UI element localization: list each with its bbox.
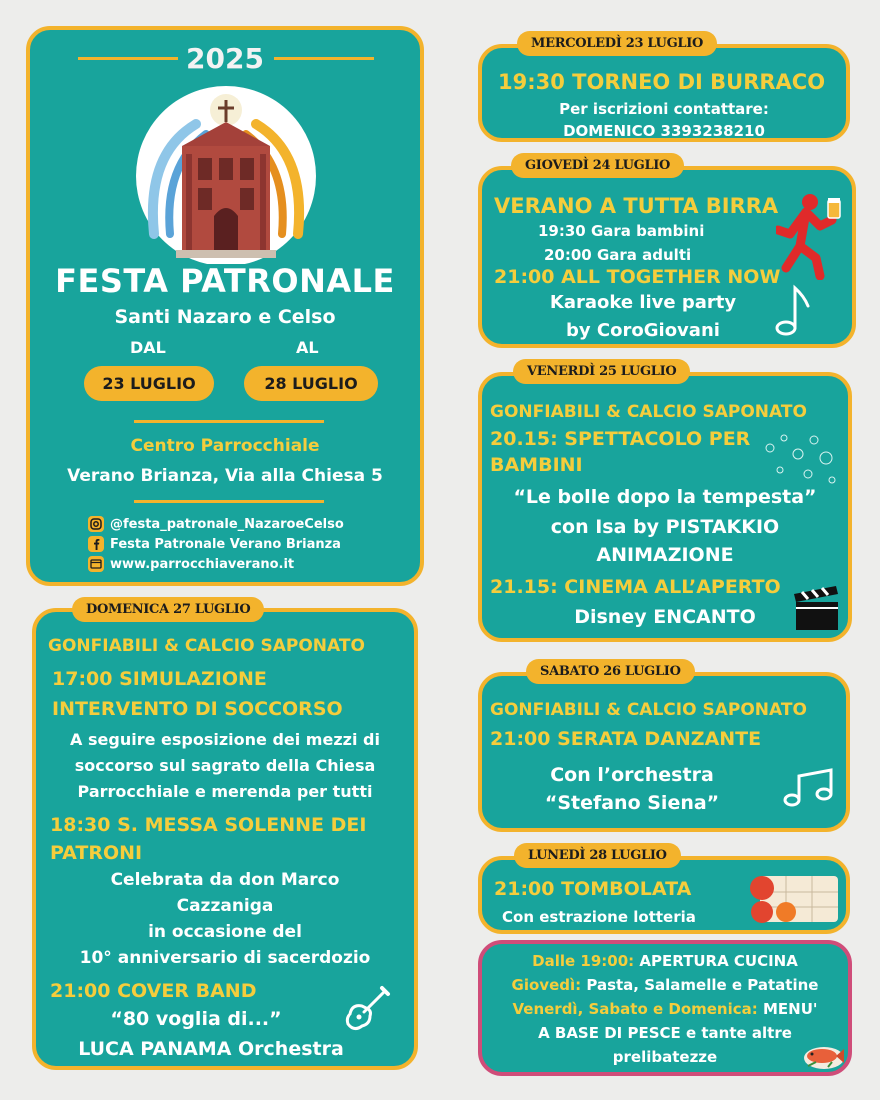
clapperboard-icon — [792, 584, 842, 634]
web-icon — [88, 556, 104, 572]
wednesday-panel — [478, 44, 850, 142]
kitchen-line-2 — [482, 976, 848, 994]
divider-bottom — [134, 500, 324, 503]
kitchen-weekend-menu: MENU' — [763, 1000, 818, 1018]
sun-band-show: “80 voglia di...” — [110, 1008, 282, 1030]
kitchen-weekend-label: Venerdì, Sabato e Domenica: — [512, 1000, 758, 1018]
thu-karaoke-desc: Karaoke live party — [549, 292, 737, 313]
instagram-row — [88, 516, 344, 532]
kitchen-line-4: A BASE DI PESCE e tante altre — [538, 1024, 792, 1042]
fri-show-title-cont: BAMBINI — [490, 454, 583, 476]
sun-band-title: 21:00 COVER BAND — [50, 980, 257, 1002]
sun-mass-title-cont: PATRONI — [50, 842, 143, 864]
sunday-panel — [32, 608, 418, 1070]
kitchen-line-1 — [482, 952, 848, 970]
website-link[interactable]: www.parrocchiaverano.it — [110, 556, 295, 572]
sat-orchestra-label: Con l’orchestra — [550, 764, 714, 786]
fri-show-title: 20.15: SPETTACOLO PER — [490, 428, 751, 450]
sun-simulation-title: 17:00 SIMULAZIONE — [52, 668, 267, 690]
friday-panel — [478, 372, 852, 642]
thu-karaoke-by: by CoroGiovani — [566, 320, 720, 341]
sun-mass-celebrant-2: Cazzaniga — [176, 896, 274, 916]
year-line-right — [274, 57, 374, 60]
sun-simulation-title-cont: INTERVENTO DI SOCCORSO — [52, 698, 343, 720]
mon-lottery: Con estrazione lotteria — [502, 908, 696, 926]
venue-address: Verano Brianza, Via alla Chiesa 5 — [67, 466, 383, 486]
to-label: AL — [296, 338, 319, 357]
music-note-icon — [774, 282, 814, 338]
from-date-pill: 23 LUGLIO — [84, 366, 214, 401]
wed-event-title: 19:30 TORNEO DI BURRACO — [498, 70, 826, 94]
sat-dance-title: 21:00 SERATA DANZANTE — [490, 728, 762, 750]
sun-band-name: LUCA PANAMA Orchestra — [78, 1038, 344, 1060]
bingo-icon — [746, 872, 842, 926]
facebook-row — [88, 536, 341, 552]
fish-icon — [802, 1040, 846, 1072]
sun-mass-title: 18:30 S. MESSA SOLENNE DEI — [50, 814, 367, 836]
friday-tag: VENERDÌ 25 LUGLIO — [513, 359, 690, 384]
thu-kids-race: 19:30 Gara bambini — [538, 222, 705, 240]
kitchen-opening-time: Dalle 19:00: — [532, 952, 635, 970]
from-label: DAL — [130, 338, 166, 357]
wed-contact-phone: DOMENICO 3393238210 — [563, 122, 765, 140]
sun-mass-celebrant-1: Celebrata da don Marco — [110, 870, 340, 890]
website-row — [88, 556, 294, 572]
fri-cinema-film: Disney ENCANTO — [574, 606, 756, 628]
instagram-handle[interactable]: @festa_patronale_NazaroeCelso — [110, 516, 344, 532]
festival-title: FESTA PATRONALE — [55, 262, 395, 300]
thursday-tag: GIOVEDÌ 24 LUGLIO — [511, 153, 684, 178]
divider-top — [134, 420, 324, 423]
runner-beer-icon — [776, 190, 846, 280]
sun-simulation-desc-2: soccorso sul sagrato della Chiesa — [74, 756, 376, 775]
venue-name: Centro Parrocchiale — [130, 436, 320, 456]
sat-orchestra-name: “Stefano Siena” — [544, 792, 720, 814]
fri-activities: GONFIABILI & CALCIO SAPONATO — [490, 402, 807, 422]
kitchen-thursday-label: Giovedì: — [511, 976, 582, 994]
fri-show-by: con Isa by PISTAKKIO — [550, 516, 780, 538]
thursday-panel — [478, 166, 856, 348]
kitchen-thursday-menu: Pasta, Salamelle e Patatine — [586, 976, 819, 994]
guitar-icon — [342, 984, 392, 1034]
saturday-panel — [478, 672, 850, 832]
festival-info-panel — [26, 26, 424, 586]
sun-mass-occasion-1: in occasione del — [148, 922, 302, 942]
wed-contact-label: Per iscrizioni contattare: — [559, 100, 769, 118]
to-date-pill: 28 LUGLIO — [244, 366, 378, 401]
sat-activities: GONFIABILI & CALCIO SAPONATO — [490, 700, 807, 720]
festival-year: 2025 — [186, 42, 264, 75]
thu-event-title: VERANO A TUTTA BIRRA — [494, 194, 779, 218]
kitchen-line-3 — [482, 1000, 848, 1018]
facebook-icon — [88, 536, 104, 552]
thu-adult-race: 20:00 Gara adulti — [544, 246, 692, 264]
sun-simulation-desc-3: Parrocchiale e merenda per tutti — [77, 782, 373, 801]
fri-cinema-title: 21.15: CINEMA ALL’APERTO — [490, 576, 781, 598]
sunday-tag: DOMENICA 27 LUGLIO — [72, 597, 264, 622]
bubbles-icon — [760, 428, 840, 488]
thu-karaoke-title: 21:00 ALL TOGETHER NOW — [494, 266, 781, 288]
sun-activities: GONFIABILI & CALCIO SAPONATO — [48, 636, 365, 656]
mon-event-title: 21:00 TOMBOLATA — [494, 878, 692, 900]
church-logo — [126, 84, 326, 264]
music-notes-icon — [780, 768, 840, 812]
wednesday-tag: MERCOLEDÌ 23 LUGLIO — [517, 31, 717, 56]
kitchen-line-5: prelibatezze — [612, 1048, 718, 1066]
monday-tag: LUNEDÌ 28 LUGLIO — [514, 843, 681, 868]
festival-subtitle: Santi Nazaro e Celso — [114, 306, 336, 328]
sun-simulation-desc-1: A seguire esposizione dei mezzi di — [70, 730, 380, 749]
kitchen-opening-label: APERTURA CUCINA — [639, 952, 798, 970]
sun-mass-occasion-2: 10° anniversario di sacerdozio — [79, 948, 371, 968]
facebook-page[interactable]: Festa Patronale Verano Brianza — [110, 536, 341, 552]
saturday-tag: SABATO 26 LUGLIO — [526, 659, 695, 684]
fri-show-company: ANIMAZIONE — [596, 544, 734, 566]
kitchen-panel — [478, 940, 852, 1076]
instagram-icon — [88, 516, 104, 532]
fri-show-name: “Le bolle dopo la tempesta” — [513, 486, 817, 508]
